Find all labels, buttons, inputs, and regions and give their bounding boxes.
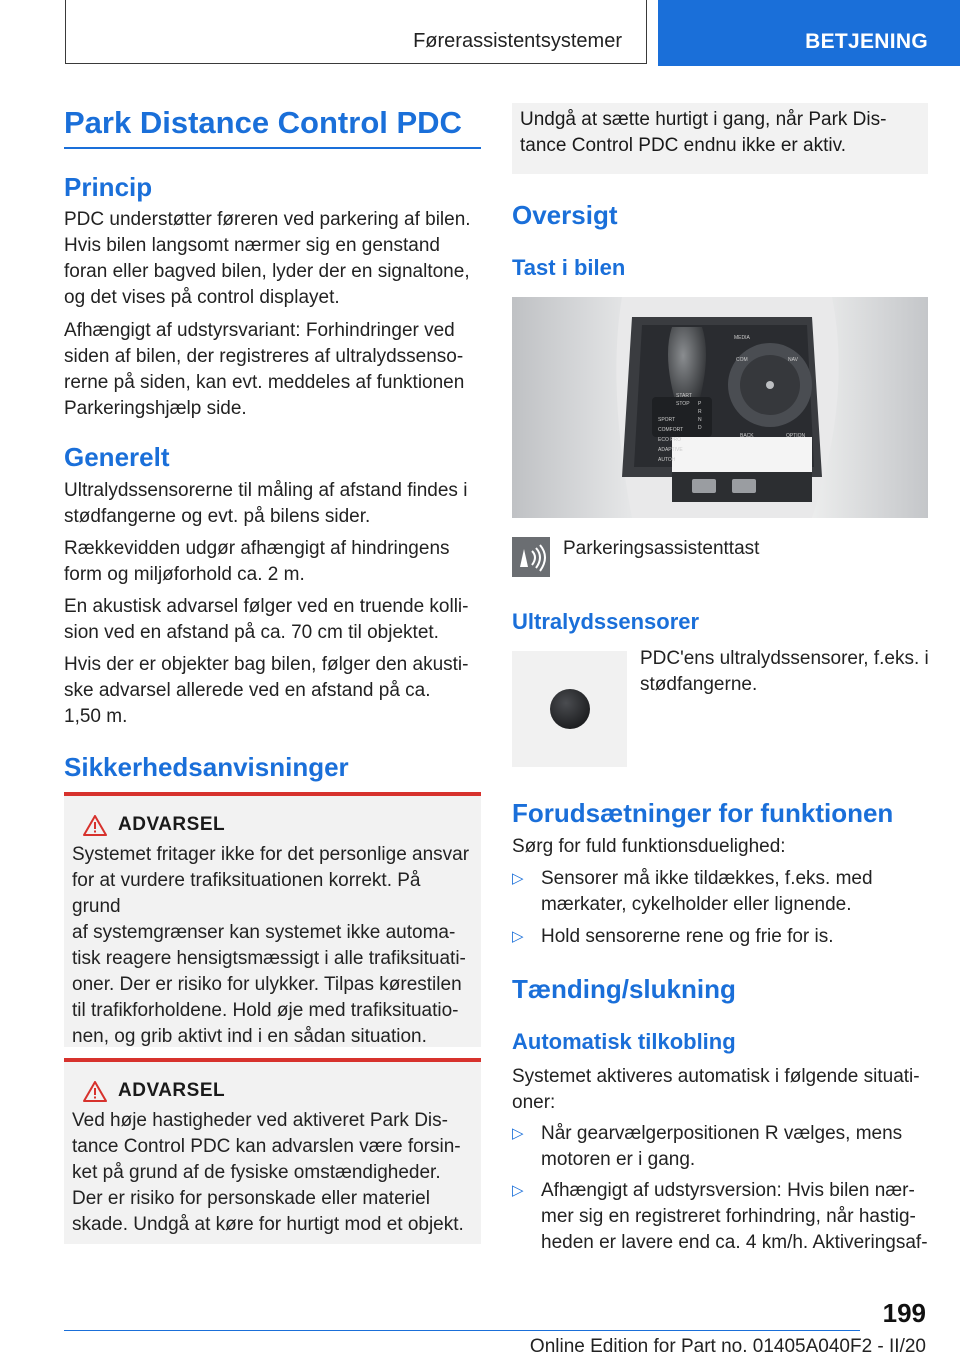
console-label-com: COM	[736, 357, 748, 363]
princip-paragraph-1: PDC understøtter føreren ved parkering af bilen. Hvis bilen langsomt nærmer sig en genstand foran eller bagved bilen, lyder der en signaltone, og det vises på control displayet.	[64, 209, 471, 308]
header-section-title: Førerassistentsystemer	[413, 30, 622, 52]
forudsaetninger-bullet-1: ▷ Sensorer må ikke tildækkes, f.eks. med mærkater, cykelholder eller lignende.	[512, 868, 873, 915]
console-label-media: MEDIA	[734, 335, 750, 341]
warning-triangle-icon	[72, 815, 118, 836]
bullet-triangle-icon: ▷	[512, 928, 524, 945]
title-divider	[64, 147, 481, 149]
heading-forudsaetninger: Forudsætninger for funktionen	[512, 798, 894, 828]
bullet-triangle-icon: ▷	[512, 1125, 524, 1142]
gear-label-r: R	[698, 409, 702, 415]
warning-continuation-note: Undgå at sætte hurtigt i gang, når Park Dis- tance Control PDC endnu ikke er aktiv.	[512, 103, 928, 174]
gear-label-p: P	[698, 401, 702, 407]
warning-2-label: ADVARSEL	[118, 1080, 226, 1101]
console-label-autoh: AUTOH	[658, 457, 676, 463]
heading-ultralydssensorer: Ultralydssensorer	[512, 609, 700, 634]
heading-sikkerhedsanvisninger: Sikkerhedsanvisninger	[64, 752, 349, 782]
warning-1-label: ADVARSEL	[118, 814, 226, 835]
console-label-option: OPTION	[786, 433, 806, 439]
warning-box-1	[64, 792, 481, 1047]
footer-divider	[64, 1330, 860, 1331]
heading-generelt: Generelt	[64, 442, 170, 472]
forudsaetninger-bullet-2: ▷ Hold sensorerne rene og frie for is.	[512, 924, 928, 950]
console-label-stop: STOP	[676, 401, 690, 407]
header-chapter-label: BETJENING	[805, 30, 928, 53]
center-console-photo	[512, 297, 928, 518]
console-label-adaptive: ADAPTIVE	[658, 447, 683, 453]
forudsaetninger-intro: Sørg for fuld funktionsduelighed:	[512, 836, 786, 857]
generelt-paragraph-2: Rækkevidden udgør afhængigt af hindringens form og miljøforhold ca. 2 m.	[64, 538, 450, 585]
automatisk-intro: Systemet aktiveres automatisk i følgende situati- oner:	[512, 1066, 920, 1113]
gear-label-n: N	[698, 417, 702, 423]
warning-2-header	[72, 1080, 473, 1102]
gear-label-d: D	[698, 425, 702, 431]
console-label-back: BACK	[740, 433, 754, 439]
warning-box-2	[64, 1058, 481, 1244]
automatisk-bullet-1: ▷ Når gearvælgerpositionen R vælges, mens motoren er i gang.	[512, 1123, 903, 1170]
warning-2-text: Ved høje hastigheder ved aktiveret Park Dis- tance Control PDC kan advarslen være forsin- ket på grund af de fysiske omstændigheder. Der er risiko for personskade eller materiel skade. Undgå at køre for hurtigt mod et objekt.	[72, 1110, 464, 1235]
park-assist-button-icon	[512, 537, 550, 577]
generelt-paragraph-4: Hvis der er objekter bag bilen, følger den akusti- ske advarsel allerede ved en afstand på ca. 1,50 m.	[64, 654, 469, 727]
button-caption: Parkeringsassistenttast	[563, 538, 760, 559]
bullet-triangle-icon: ▷	[512, 870, 524, 887]
page-title: Park Distance Control PDC	[64, 105, 462, 140]
bullet-triangle-icon: ▷	[512, 1182, 524, 1199]
automatisk-bullet-2: ▷ Afhængigt af udstyrsversion: Hvis bilen nær- mer sig en registreret forhindring, når hastig- heden er lavere end ca. 4 km/h. Aktiveringsaf-	[512, 1180, 928, 1253]
warning-1-text: Systemet fritager ikke for det personlige ansvar for at vurdere trafiksituationen korrekt. På grund af systemgrænser kan systemet ikke automa- tisk reagere hensigtsmæssigt i alle trafiksituati- oner. Der er risiko for ulykker. Tilpas kørestilen til trafikforholdene. Hold øje med trafiksituatio- nen, og grib aktivt ind i en sådan situation.	[72, 844, 470, 1047]
heading-princip: Princip	[64, 172, 153, 202]
warning-triangle-icon	[72, 1081, 118, 1102]
heading-tast-i-bilen: Tast i bilen	[512, 255, 626, 280]
ultrasonic-sensor-image	[512, 651, 627, 767]
footer-edition: Online Edition for Part no. 01405A040F2 - II/20	[529, 1336, 926, 1357]
heading-oversigt: Oversigt	[512, 200, 618, 230]
ultralyd-description: PDC'ens ultralydssensorer, f.eks. i stødfangerne.	[640, 648, 929, 695]
page-number: 199	[882, 1298, 926, 1328]
header-chapter-tab[interactable]	[658, 0, 960, 66]
console-label-comfort: COMFORT	[658, 427, 684, 433]
generelt-paragraph-3: En akustisk advarsel følger ved en truende kolli- sion ved en afstand på ca. 70 cm til objektet.	[64, 596, 469, 643]
heading-automatisk-tilkobling: Automatisk tilkobling	[512, 1029, 736, 1054]
princip-paragraph-2: Afhængigt af udstyrsvariant: Forhindringer ved siden af bilen, der registreres af ultralydssenso- rerne på siden, kan evt. meddeles af funktionen Parkeringshjælp side.	[64, 320, 465, 419]
console-label-start: START	[676, 393, 692, 399]
heading-taending-slukning: Tænding/slukning	[512, 974, 736, 1004]
console-label-sport: SPORT	[658, 417, 676, 423]
warning-1-header	[72, 814, 473, 836]
console-label-nav: NAV	[788, 357, 798, 363]
console-label-eco-pro: ECO PRO	[658, 437, 682, 443]
generelt-paragraph-1: Ultralydssensorerne til måling af afstand findes i stødfangerne og evt. på bilens sider.	[64, 480, 468, 527]
